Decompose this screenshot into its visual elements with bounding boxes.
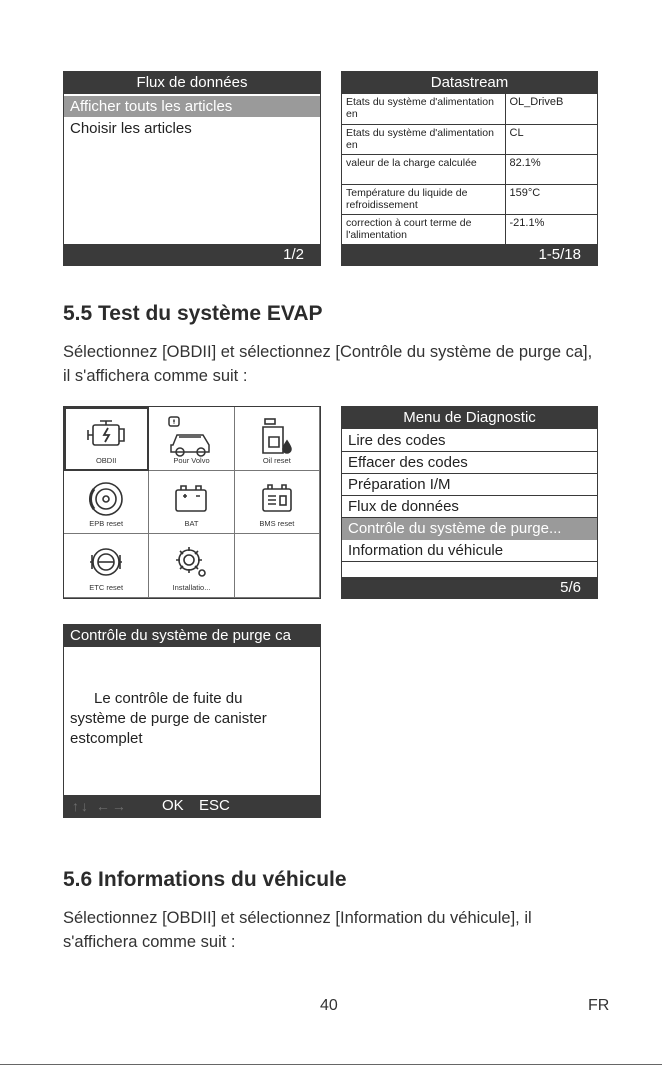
throttle-icon: [86, 542, 126, 582]
table-row[interactable]: [342, 94, 597, 124]
pid-label: correction à court terme de l'alimentation: [342, 214, 505, 244]
app-label: Pour Volvo: [173, 455, 210, 465]
page-number: 40: [320, 997, 338, 1014]
screen-footer: [64, 795, 320, 817]
screen-title: Menu de Diagnostic: [342, 407, 597, 429]
message-line: estcomplet: [70, 730, 143, 747]
bms-icon: [257, 479, 297, 519]
app-epb-reset[interactable]: [64, 471, 149, 535]
diagnostic-menu-screen: [341, 406, 598, 599]
menu-item-choose[interactable]: Choisir les articles: [70, 120, 192, 137]
page-indicator: 1-5/18: [538, 246, 581, 263]
section-body: Sélectionnez [OBDII] et sélectionnez [Information du véhicule], il s'affichera comme suit :: [63, 909, 532, 951]
result-message: [70, 689, 314, 749]
bottom-rule: [0, 1064, 662, 1065]
flux-donnees-screen: [63, 71, 321, 266]
app-empty-slot: [235, 534, 320, 598]
screen-footer: [342, 244, 597, 265]
screen-title: Datastream: [342, 72, 597, 94]
section-body: Sélectionnez [OBDII] et sélectionnez [Contrôle du système de purge ca], il s'affichera comme suit :: [63, 343, 593, 385]
brake-disc-icon: [86, 479, 126, 519]
settings-gear-icon: [171, 542, 211, 582]
app-grid-screen: [63, 406, 321, 599]
screen-title: Flux de données: [64, 72, 320, 94]
table-row[interactable]: [342, 154, 597, 184]
table-row[interactable]: [342, 184, 597, 214]
page-indicator: 5/6: [560, 579, 581, 596]
message-line: système de purge de canister: [70, 710, 267, 727]
app-oil-reset[interactable]: [235, 407, 320, 471]
menu-item-vehicle-info[interactable]: Information du véhicule: [342, 540, 597, 562]
app-etc-reset[interactable]: [64, 534, 149, 598]
app-bat[interactable]: [149, 471, 234, 535]
menu-item-im-readiness[interactable]: Préparation I/M: [342, 474, 597, 496]
menu-item-erase-codes[interactable]: Effacer des codes: [342, 452, 597, 474]
app-label: Oil reset: [262, 455, 291, 465]
app-installation[interactable]: [149, 534, 234, 598]
language-label: FR: [588, 997, 610, 1014]
pid-label: valeur de la charge calculée: [342, 154, 505, 184]
pid-value: CL: [505, 124, 597, 154]
page-indicator: 1/2: [283, 246, 304, 263]
datastream-table: [342, 94, 597, 245]
table-row[interactable]: [342, 214, 597, 244]
menu-item-data-stream[interactable]: Flux de données: [342, 496, 597, 518]
app-bms-reset[interactable]: [235, 471, 320, 535]
screen-footer: [64, 244, 320, 265]
car-icon: [165, 415, 217, 459]
app-volvo[interactable]: [149, 407, 234, 471]
menu-item-evap-test[interactable]: Contrôle du système de purge...: [342, 518, 597, 540]
pid-value: -21.1%: [505, 214, 597, 244]
app-label: OBDII: [95, 455, 117, 465]
menu-item-read-codes[interactable]: Lire des codes: [342, 430, 597, 452]
screen-footer: [342, 577, 597, 598]
section-heading: 5.5 Test du système EVAP: [63, 302, 323, 325]
purge-result-screen: [63, 624, 321, 818]
pid-label: Température du liquide de refroidissement: [342, 184, 505, 214]
app-obdii[interactable]: [64, 407, 149, 471]
table-row[interactable]: [342, 124, 597, 154]
app-label: Installatio...: [172, 583, 211, 592]
esc-button[interactable]: ESC: [199, 797, 230, 814]
message-line: Le contrôle de fuite du: [94, 690, 243, 707]
menu-item-show-all[interactable]: Afficher touts les articles: [64, 96, 320, 117]
app-grid: [64, 407, 320, 598]
section-heading: 5.6 Informations du véhicule: [63, 868, 347, 891]
pid-value: 82.1%: [505, 154, 597, 184]
datastream-screen: [341, 71, 598, 266]
pid-label: Etats du système d'alimentation en: [342, 94, 505, 124]
screen-title: Contrôle du système de purge ca: [64, 625, 320, 647]
app-label: BAT: [184, 519, 199, 529]
app-label: EPB reset: [89, 519, 124, 529]
pid-value: OL_DriveB: [505, 94, 597, 124]
ok-button[interactable]: OK: [162, 797, 184, 814]
app-label: ETC reset: [89, 583, 124, 592]
oil-can-icon: [257, 415, 297, 459]
pid-label: Etats du système d'alimentation en: [342, 124, 505, 154]
pid-value: 159°C: [505, 184, 597, 214]
app-label: BMS reset: [259, 519, 295, 529]
engine-icon: [84, 415, 128, 455]
battery-icon: [171, 479, 211, 519]
nav-arrows-icon: ↑↓ ←→: [72, 798, 128, 814]
